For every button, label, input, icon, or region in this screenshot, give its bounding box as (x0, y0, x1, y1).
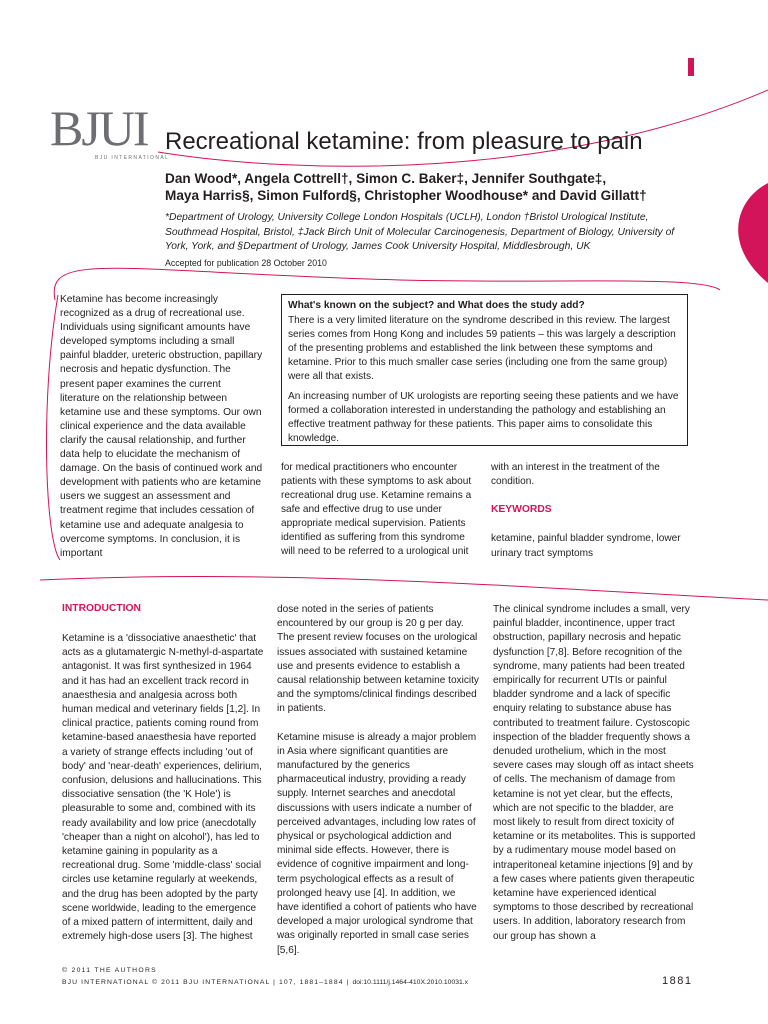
footer-journal-info: BJU INTERNATIONAL © 2011 BJU INTERNATIONAL | 107, 1881–1884 | (62, 979, 350, 986)
intro-column-2 (277, 603, 480, 972)
section-divider (40, 577, 768, 600)
abstract-curve-lower (46, 295, 60, 560)
whats-known-box (281, 294, 688, 446)
intro-col2-paragraph-1: dose noted in the series of patients encountered by our group is 20 g per day. The present review focuses on the urological issues associated with sustained ketamine use and presents evidence to establish a causal relationship between ketamine toxicity and the symptoms/clinical findings described in patients. (277, 604, 479, 715)
footer-copyright: © 2011 THE AUTHORS (62, 967, 158, 974)
whats-known-heading: What's known on the subject? and What does the study add? (288, 300, 585, 311)
intro-column-3 (493, 603, 697, 958)
journal-logo-subtitle: BJU INTERNATIONAL (95, 155, 170, 161)
abstract: Ketamine has become increasingly recognized as a drug of recreational use. Individuals using significant amounts have developed symptoms including a small painful bladder, ureteric obstruction, papillary necrosis and hepatic dysfunction. The present paper examines the current literature on the relationship between ketamine use and these symptoms. Our own clinical experience and the data available clarify the causal relationship, and further data help to elucidate the mechanism of damage. On the basis of continued work and development with patients who are ketamine users we suggest an assessment and treatment regime that includes cessation of ketamine use and adequate analgesia to overcome symptoms. In conclusion, it is important (60, 294, 263, 559)
author-list (165, 170, 725, 204)
accepted-date: Accepted for publication 28 October 2010 (165, 258, 327, 268)
corner-tab (688, 58, 694, 76)
keywords-text: ketamine, painful bladder syndrome, lower urinary tract symptoms (491, 533, 681, 559)
page-number: 1881 (662, 975, 693, 987)
authors-line-1: Dan Wood*, Angela Cottrell†, Simon C. Baker‡, Jennifer Southgate‡, (165, 171, 607, 186)
abstract-continued-col2: for medical practitioners who encounter patients with these symptoms to ask about recreational drug use. Ketamine remains a safe and effective drug to use under appropriate medical supervision. Patients identified as suffering from this syndrome will need to be referred to a urological unit (281, 462, 472, 557)
journal-logo: BJUI (50, 100, 148, 156)
abstract-continued-col3: with an interest in the treatment of the condition. (491, 462, 660, 487)
intro-col1-paragraph: Ketamine is a 'dissociative anaesthetic' that acts as a glutamatergic N-methyl-d-aspartate antagonist. It was first synthesized in 1964 and it has had an excellent track record in anaesthesia and analgesia across both human medical and veterinary fields [1,2]. In clinical practice, patients coming round from ketamine-based anaesthesia have reported a variety of strange effects including 'out of body' and 'near-death' experiences, delirium, confusion, delusions and hallucinations. This dissociative sensation (the 'K Hole') is pleasurable to some and, combined with its ready availability and low price (anecdotally 'cheaper than a night on alcohol'), has led to ketamine gaining in popularity as a recreational drug. Some 'middle-class' social circles use ketamine regularly at weekends, and the drug has been adopted by the party scene worldwide, leading to the emergence of a mixed pattern of intermittent, daily and extremely high-dose users [3]. The highest (62, 633, 264, 943)
whats-known-para-1: There is a very limited literature on the syndrome described in this review. The largest series comes from Hong Kong and includes 59 patients – this was largely a description of the presenting problems and established the link between these symptoms and ketamine. Prior to this much smaller case series (including one from the same group) were all that exists. (288, 315, 676, 382)
article-title: Recreational ketamine: from pleasure to pain (165, 128, 643, 155)
introduction-heading: INTRODUCTION (62, 603, 141, 614)
whats-known-para-2: An increasing number of UK urologists are reporting seeing these patients and we have formed a collaboration interested in understanding the pathology and establishing an effective treatment pathway for these patients. This paper aims to consolidate this knowledge. (288, 391, 679, 444)
keywords-heading: KEYWORDS (491, 504, 552, 515)
footer-doi[interactable]: doi:10.1111/j.1464-410X.2010.10031.x (352, 979, 469, 986)
footer-journal-line (62, 979, 468, 986)
authors-line-2: Maya Harris§, Simon Fulford§, Christopher Woodhouse* and David Gillatt† (165, 188, 647, 203)
intro-col2-paragraph-2: Ketamine misuse is already a major problem in Asia where significant quantities are manufactured by the generics pharmaceutical industry, providing a ready supply. Internet searches and anecdotal discussions with users indicate a number of perceived advantages, including low rates of physical or psychological addiction and minimal side effects. However, there is evidence of cognitive impairment and long-term psychological effects as a result of prolonged heavy use [4]. In addition, we have identified a cohort of patients who have developed a major urological syndrome that was originally reported in small case series [5,6]. (277, 731, 477, 956)
affiliations: *Department of Urology, University College London Hospitals (UCLH), London †Bristol Urological Institute, Southmead Hospital, Bristol, ‡Jack Birch Unit of Molecular Carcinogenesis, Department of Biology, University of York, York, and §Department of Urology, James Cook University Hospital, Middlesbrough, UK (165, 212, 675, 252)
intro-col3-paragraph: The clinical syndrome includes a small, very painful bladder, incontinence, upper tract obstruction, papillary necrosis and hepatic dysfunction [7,8]. Before recognition of the syndrome, many patients had been treated empirically for recurrent UTIs or painful bladder syndrome and a lack of specific enquiry relating to substance abuse has contributed to treatment failure. Cystoscopic inspection of the bladder frequently shows a denuded urothelium, which in the most severe cases may slough off as intact sheets of cells. The mechanism of damage from ketamine is not yet clear, but the effects, which are not specific to the bladder, are most likely to result from direct toxicity of ketamine or its metabolites. This is supported by a rudimentary mouse model based on intraperitoneal ketamine injections [9] and by a few cases where patients given therapeutic ketamine have experienced identical symptoms to those described by recreational users. In addition, laboratory research from our group has shown a (493, 604, 696, 942)
side-crescent (738, 183, 768, 283)
intro-column-1 (62, 632, 264, 958)
